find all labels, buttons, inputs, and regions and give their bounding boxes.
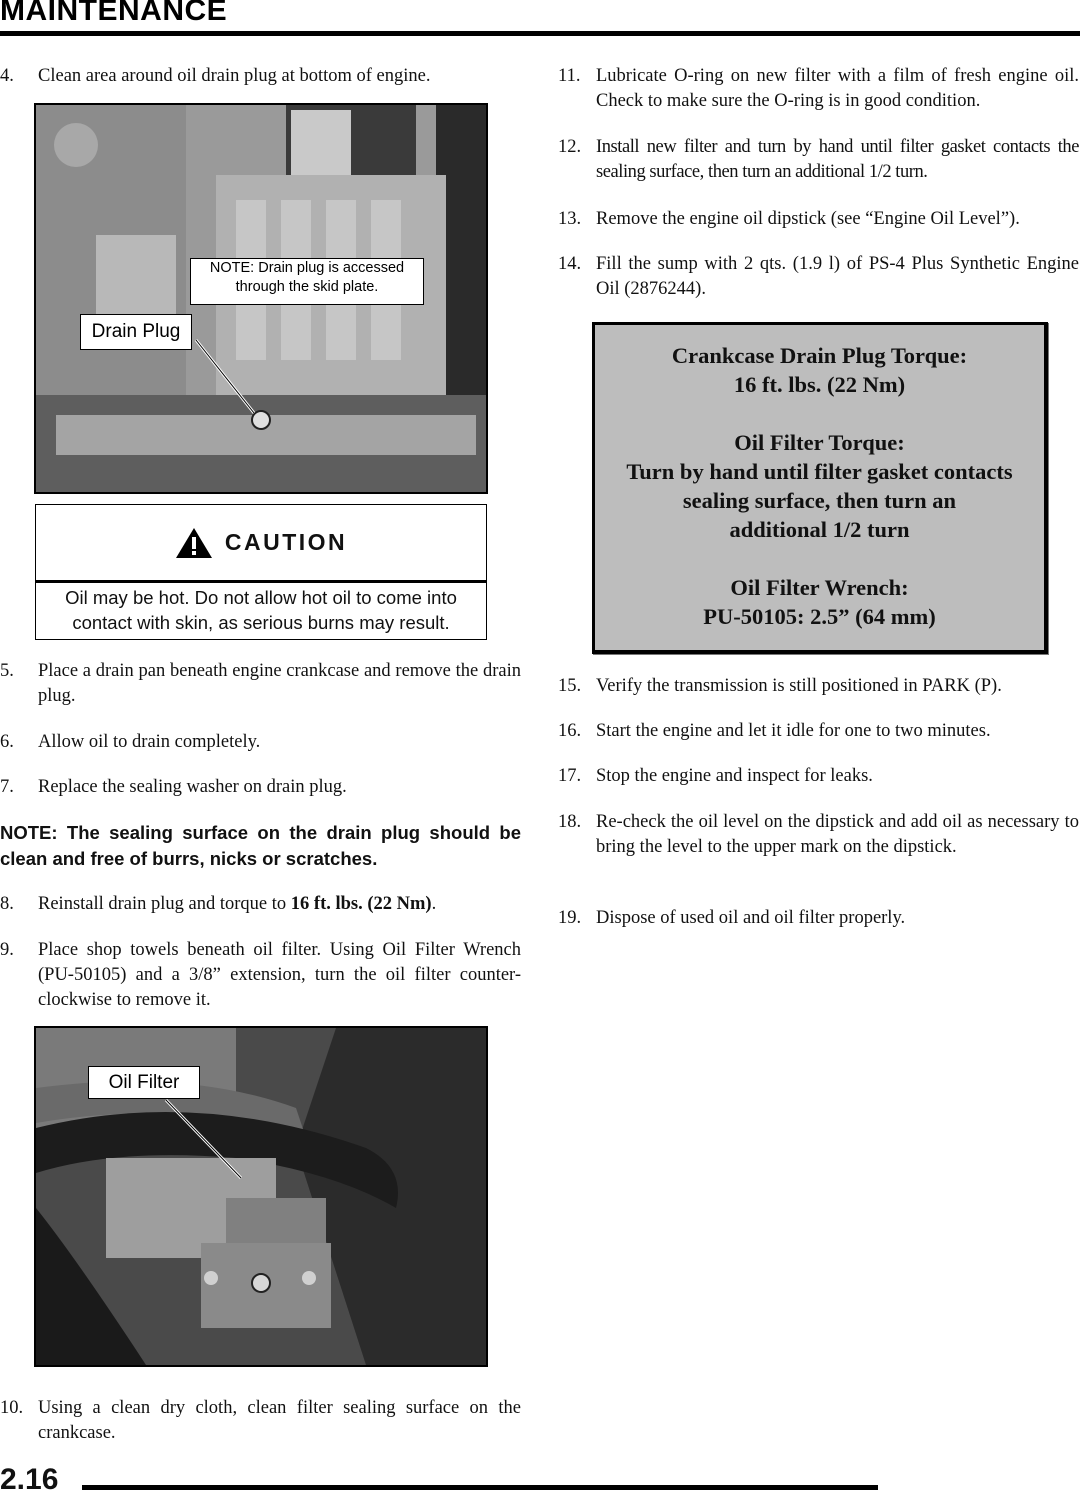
step-number: 19.: [558, 908, 582, 928]
step-number: 13.: [558, 209, 582, 229]
step-number: 7.: [0, 777, 14, 797]
step-text-end: .: [431, 894, 437, 914]
step-text: Remove the engine oil dipstick (see “Engine Oil Level”).: [596, 209, 1020, 229]
caution-line-2: contact with skin, as serious burns may result.: [72, 612, 450, 633]
drain-torque-title: Crankcase Drain Plug Torque:: [671, 343, 968, 368]
step-16: [558, 719, 1079, 744]
note-line-1: NOTE: Drain plug is accessed: [209, 260, 405, 276]
step-number: 17.: [558, 766, 582, 786]
step-8: [0, 892, 521, 917]
step-10: [0, 1396, 521, 1446]
step-number: 16.: [558, 721, 582, 741]
step-text: Replace the sealing washer on drain plug.: [38, 777, 347, 797]
note-line-2: through the skid plate.: [235, 279, 379, 295]
caution-box: [35, 504, 487, 640]
step-text: Clean area around oil drain plug at bottom of engine.: [38, 66, 431, 86]
step-number: 14.: [558, 254, 582, 274]
drain-plug-note-callout: [190, 258, 424, 305]
step-13: [558, 207, 1079, 232]
step-18: [558, 810, 1079, 860]
page-number: 2.16: [0, 1463, 59, 1496]
step-number: 15.: [558, 676, 582, 696]
step-text: [38, 892, 521, 917]
step-19: [558, 906, 1079, 931]
step-14: [558, 252, 1079, 302]
step-text-plain: Reinstall drain plug and torque to: [38, 894, 291, 914]
step-number: 11.: [558, 66, 581, 86]
drain-plug-label: Drain Plug: [80, 314, 192, 350]
filter-torque-line-2: sealing surface, then turn an: [682, 488, 957, 513]
step-number: 6.: [0, 732, 14, 752]
step-number: 18.: [558, 812, 582, 832]
step-text: Allow oil to drain completely.: [38, 732, 261, 752]
step-number: 8.: [0, 894, 14, 914]
caution-heading: [36, 505, 486, 583]
sealing-surface-note: NOTE: The sealing surface on the drain plug should be clean and free of burrs, nicks or scratches.: [0, 822, 521, 869]
footer-rule: [82, 1485, 878, 1490]
step-text: Dispose of used oil and oil filter properly.: [596, 908, 906, 928]
step-11: [558, 64, 1079, 114]
step-text: Install new filter and turn by hand until filter gasket contacts the sealing surface, then turn an additional 1/2 turn.: [596, 137, 1079, 182]
warning-icon: [175, 527, 213, 559]
caution-line-1: Oil may be hot. Do not allow hot oil to come into: [65, 587, 457, 608]
step-9: [0, 938, 521, 1013]
step-6: [0, 730, 521, 755]
step-text: Re-check the oil level on the dipstick and add oil as necessary to bring the level to the upper mark on the dipstick.: [596, 812, 1079, 857]
step-text: Stop the engine and inspect for leaks.: [596, 766, 873, 786]
step-text: Fill the sump with 2 qts. (1.9 l) of PS-4 Plus Synthetic Engine Oil (2876244).: [596, 254, 1079, 299]
wrench-title: Oil Filter Wrench:: [730, 575, 909, 600]
step-5: [0, 659, 521, 709]
caution-word: CAUTION: [224, 529, 348, 555]
step-12: [558, 135, 1079, 185]
step-17: [558, 764, 1079, 789]
oil-filter-label: Oil Filter: [88, 1066, 200, 1099]
step-text: Place shop towels beneath oil filter. Using Oil Filter Wrench (PU-50105) and a 3/8” extension, turn the oil filter counter-clockwise to remove it.: [38, 940, 521, 1010]
page-header-title: MAINTENANCE: [0, 0, 228, 27]
step-number: 5.: [0, 661, 14, 681]
wrench-value: PU-50105: 2.5” (64 mm): [703, 604, 936, 629]
step-number: 10.: [0, 1398, 24, 1418]
step-number: 4.: [0, 66, 14, 86]
step-text: Verify the transmission is still positioned in PARK (P).: [596, 676, 1002, 696]
step-number: 9.: [0, 940, 14, 960]
step-text-torque: 16 ft. lbs. (22 Nm): [290, 894, 432, 914]
step-text: Place a drain pan beneath engine crankcase and remove the drain plug.: [38, 661, 521, 706]
filter-torque-line-1: Turn by hand until filter gasket contacts: [626, 459, 1013, 484]
step-text: Start the engine and let it idle for one to two minutes.: [596, 721, 991, 741]
step-7: [0, 775, 521, 800]
step-number: 12.: [558, 137, 582, 157]
filter-torque-title: Oil Filter Torque:: [734, 430, 905, 455]
drain-torque-value: 16 ft. lbs. (22 Nm): [733, 372, 906, 397]
filter-torque-line-3: additional 1/2 turn: [729, 517, 910, 542]
step-text: Lubricate O-ring on new filter with a film of fresh engine oil. Check to make sure the O-ring is in good condition.: [596, 66, 1079, 111]
caution-text: [36, 583, 486, 635]
header-rule: [0, 31, 1080, 36]
step-15: [558, 674, 1079, 699]
torque-specs-box: [592, 322, 1048, 654]
step-text: Using a clean dry cloth, clean filter sealing surface on the crankcase.: [38, 1398, 521, 1443]
step-4: [0, 64, 521, 89]
